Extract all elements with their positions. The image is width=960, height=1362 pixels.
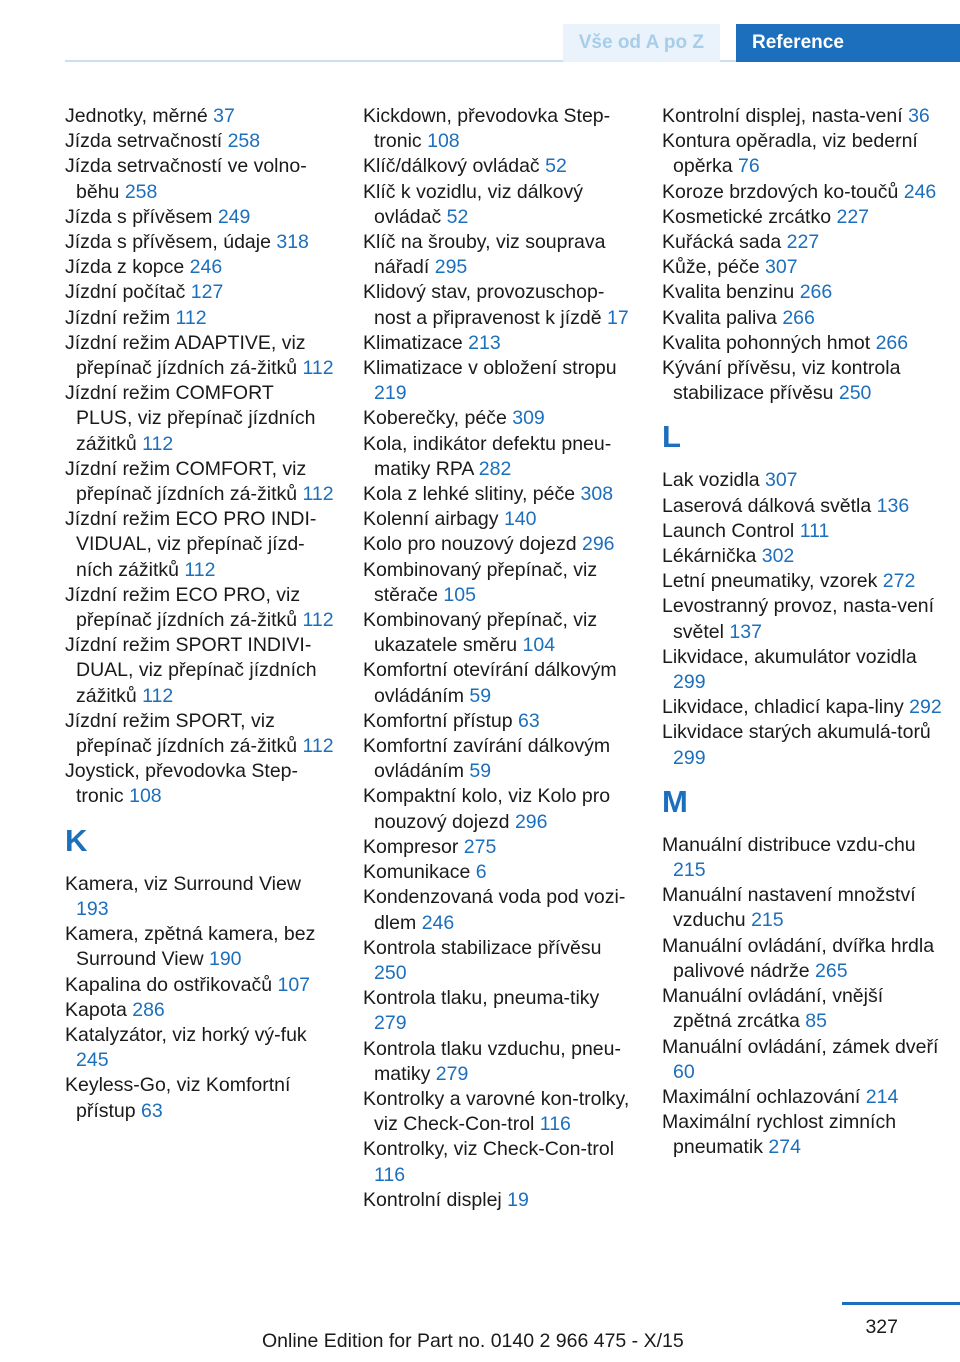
index-entry-text: Kontrola tlaku vzduchu, pneu‐matiky xyxy=(363,1037,621,1085)
page-link[interactable]: 215 xyxy=(673,859,706,882)
index-entry xyxy=(363,432,633,482)
index-entry-text: Kombinovaný přepínač, viz stěrače xyxy=(363,558,598,606)
chapter-tab[interactable]: Reference xyxy=(736,24,960,62)
edition-note: Online Edition for Part no. 0140 2 966 475 - X/15 xyxy=(262,1330,684,1352)
page-link[interactable]: 127 xyxy=(190,281,224,304)
index-entry-text: Jednotky, měrné xyxy=(65,105,208,127)
index-entry-text: Kombinovaný přepínač, viz ukazatele směru xyxy=(363,609,598,657)
page-link[interactable]: 292 xyxy=(909,696,942,719)
index-entry xyxy=(363,532,633,557)
page-link[interactable]: 112 xyxy=(142,684,174,707)
index-entry xyxy=(65,709,335,759)
index-entry-text: Kontrola tlaku, pneuma‐tiky xyxy=(363,987,600,1010)
page-link[interactable]: 227 xyxy=(786,231,820,254)
index-entry-text: Manuální ovládání, dvířka hrdla palivové nádrže xyxy=(662,934,935,982)
index-entry xyxy=(363,331,633,356)
section-tab[interactable]: Vše od A po Z xyxy=(563,24,720,62)
index-entry-text: Jízdní režim COMFORT PLUS, viz přepínač jízdních zážitků xyxy=(65,382,316,455)
index-entry xyxy=(363,482,633,507)
index-entry xyxy=(65,154,335,204)
index-entry-text: Koberečky, péče xyxy=(363,407,507,430)
index-entry-text: Lékárnička xyxy=(662,545,757,568)
index-entry-text: Jízda z kopce xyxy=(65,256,185,279)
page-link[interactable]: 246 xyxy=(903,180,937,203)
index-entry xyxy=(662,984,942,1034)
page-link[interactable]: 246 xyxy=(421,911,455,934)
page-link[interactable]: 307 xyxy=(764,469,798,492)
index-entry-text: Letní pneumatiky, vzorek xyxy=(662,570,878,593)
page-link[interactable]: 190 xyxy=(208,948,242,971)
index-entry-text: Maximální ochlazování xyxy=(662,1085,861,1108)
index-entry xyxy=(662,645,942,695)
page-link[interactable]: 19 xyxy=(507,1188,529,1211)
index-entry xyxy=(363,104,633,154)
page-link[interactable]: 112 xyxy=(302,357,334,380)
index-entry-text: Kapota xyxy=(65,998,127,1021)
page-link[interactable]: 136 xyxy=(876,494,910,517)
index-entry xyxy=(363,709,633,734)
page-link[interactable]: 249 xyxy=(217,205,251,228)
index-entry xyxy=(65,1023,335,1073)
page-link[interactable]: 295 xyxy=(434,256,468,279)
index-entry-text: Lak vozidla xyxy=(662,469,760,492)
page-link[interactable]: 36 xyxy=(908,105,930,127)
index-entry xyxy=(363,507,633,532)
index-entry-text: Joystick, převodovka Step‐tronic xyxy=(65,760,299,808)
page-link[interactable]: 52 xyxy=(545,155,567,178)
index-entry-text: Komfortní zavírání dálkovým ovládáním xyxy=(363,735,611,783)
index-entry xyxy=(662,1085,942,1110)
page-link[interactable]: 250 xyxy=(374,961,407,984)
index-entry xyxy=(662,934,942,984)
index-column-1 xyxy=(65,104,335,1124)
page-link[interactable]: 76 xyxy=(738,155,760,178)
index-entry xyxy=(662,1110,942,1160)
index-entry xyxy=(65,381,335,457)
index-entry-text: Kontrolní displej xyxy=(363,1188,502,1211)
page-link[interactable]: 272 xyxy=(882,570,916,593)
index-entry xyxy=(662,720,942,770)
index-entry-text: Kolo pro nouzový dojezd xyxy=(363,533,577,556)
index-entry xyxy=(65,205,335,230)
page-link[interactable]: 275 xyxy=(463,835,497,858)
index-entry xyxy=(662,230,942,255)
page-link[interactable]: 116 xyxy=(539,1113,571,1136)
page-link[interactable]: 286 xyxy=(132,998,165,1021)
index-entry xyxy=(363,835,633,860)
index-entry-text: Kontrolky a varovné kon‐trolky, viz Check-Con‐trol xyxy=(363,1087,630,1136)
index-entry xyxy=(363,1188,633,1213)
page-link[interactable]: 112 xyxy=(175,306,207,329)
index-entry-text: Kuřácká sada xyxy=(662,231,782,254)
index-entry xyxy=(65,998,335,1023)
index-entry xyxy=(65,922,335,972)
page-link[interactable]: 250 xyxy=(838,382,872,405)
index-entry xyxy=(363,885,633,935)
index-entry xyxy=(662,280,942,305)
index-entry xyxy=(662,129,942,179)
page-link[interactable]: 282 xyxy=(478,457,512,480)
page-link[interactable]: 52 xyxy=(446,205,469,228)
index-entry-text: Klimatizace v obložení stropu xyxy=(363,357,617,380)
index-entry-text: Koroze brzdových ko‐toučů xyxy=(662,180,899,203)
index-entry xyxy=(662,306,942,331)
index-entry-text: Kickdown, převodovka Step‐tronic xyxy=(363,105,611,153)
index-entry xyxy=(662,255,942,280)
index-entry xyxy=(662,1035,942,1085)
index-entry-text: Kůže, péče xyxy=(662,256,760,279)
index-entry-text: Keyless-Go, viz Komfortní přístup xyxy=(65,1074,291,1122)
index-entry xyxy=(65,1073,335,1123)
index-column-3 xyxy=(662,104,942,1161)
page-link[interactable]: 279 xyxy=(374,1012,407,1035)
page-link[interactable]: 245 xyxy=(76,1049,109,1072)
page-link[interactable]: 266 xyxy=(799,281,833,304)
index-entry xyxy=(65,872,335,922)
index-entry xyxy=(65,104,335,129)
index-entry-text: Maximální rychlost zimních pneumatik xyxy=(662,1111,897,1159)
index-letter-heading: L xyxy=(662,419,681,455)
index-entry xyxy=(662,104,942,129)
index-entry xyxy=(363,356,633,406)
index-entry-text: Klíč na šrouby, viz souprava nářadí xyxy=(363,231,606,279)
index-entry-text: Kompaktní kolo, viz Kolo pro nouzový dojezd xyxy=(363,785,611,833)
index-entry xyxy=(363,860,633,885)
index-entry-text: Manuální ovládání, vnější zpětná zrcátka xyxy=(662,985,884,1033)
index-entry-text: Jízdní režim ECO PRO, viz přepínač jízdních zá‐žitků xyxy=(65,583,301,632)
page-header xyxy=(0,0,960,62)
page-link[interactable]: 299 xyxy=(673,671,706,694)
index-entry-text: Klíč k vozidlu, viz dálkový ovládač xyxy=(363,180,583,228)
page-link[interactable]: 104 xyxy=(522,634,556,657)
page-link[interactable]: 299 xyxy=(673,746,706,769)
index-entry-text: Jízdní režim xyxy=(65,306,171,329)
index-entry xyxy=(65,255,335,280)
index-entry xyxy=(363,406,633,431)
page-link[interactable]: 37 xyxy=(213,105,235,127)
index-entry-text: Komfortní otevírání dálkovým ovládáním xyxy=(363,659,617,707)
index-column-2 xyxy=(363,104,633,1213)
page-link[interactable]: 60 xyxy=(673,1060,695,1083)
index-entry xyxy=(65,457,335,507)
index-entry xyxy=(65,759,335,809)
page-link[interactable]: 59 xyxy=(469,684,492,707)
index-entry-text: Jízdní počítač xyxy=(65,281,186,304)
page-link[interactable]: 296 xyxy=(514,810,548,833)
page-link[interactable]: 112 xyxy=(302,609,334,632)
index-entry xyxy=(363,658,633,708)
index-entry-text: Kamera, viz Surround View xyxy=(65,872,301,895)
index-entry-text: Kvalita pohonných hmot xyxy=(662,331,871,354)
index-entry xyxy=(65,280,335,305)
index-entry-text: Jízda s přívěsem, údaje xyxy=(65,231,271,254)
index-entry-text: Kontura opěradla, viz bederní opěrka xyxy=(662,130,918,178)
index-entry xyxy=(363,1037,633,1087)
index-entry xyxy=(65,331,335,381)
index-entry-text: Jízda setrvačností ve volno‐běhu xyxy=(65,155,307,203)
index-entry-text: Kvalita benzinu xyxy=(662,281,795,304)
page-link[interactable]: 219 xyxy=(374,382,407,405)
page-link[interactable]: 279 xyxy=(435,1062,469,1085)
page-link[interactable]: 140 xyxy=(503,508,537,531)
page-link[interactable]: 137 xyxy=(729,620,762,643)
index-entry xyxy=(363,558,633,608)
index-entry-text: Manuální nastavení množství vzduchu xyxy=(662,884,916,932)
page-link[interactable]: 85 xyxy=(805,1010,827,1033)
index-entry xyxy=(65,633,335,709)
index-entry-text: Klidový stav, provozuschop‐nost a připravenost k jízdě xyxy=(363,281,605,329)
index-entry-text: Jízdní režim SPORT, viz přepínač jízdních zá‐žitků xyxy=(65,709,298,758)
index-entry xyxy=(65,230,335,255)
page-link[interactable]: 266 xyxy=(782,306,815,329)
index-entry-text: Manuální ovládání, zámek dveří xyxy=(662,1035,939,1058)
index-entry-text: Klíč/dálkový ovládač xyxy=(363,155,540,178)
page-link[interactable]: 307 xyxy=(765,256,798,279)
page-link[interactable]: 296 xyxy=(581,533,615,556)
index-entry-text: Levostranný provoz, nasta‐vení světel xyxy=(662,595,935,643)
index-entry-text: Kontrolky, viz Check-Con‐trol xyxy=(363,1138,615,1161)
page-link[interactable]: 308 xyxy=(580,483,614,506)
index-entry-text: Laserová dálková světla xyxy=(662,494,872,517)
index-entry xyxy=(662,205,942,230)
page-link[interactable]: 258 xyxy=(227,130,261,153)
page-link[interactable]: 107 xyxy=(277,973,311,996)
page-link[interactable]: 111 xyxy=(799,519,830,542)
index-entry xyxy=(662,331,942,356)
index-entry xyxy=(363,784,633,834)
index-entry-text: Komunikace xyxy=(363,861,471,884)
index-entry-text: Likvidace, chladicí kapa‐liny xyxy=(662,696,904,719)
index-entry-text: Kolenní airbagy xyxy=(363,508,499,531)
index-entry xyxy=(662,695,942,720)
page-link[interactable]: 274 xyxy=(768,1136,801,1159)
index-entry xyxy=(65,129,335,154)
index-entry-text: Komfortní přístup xyxy=(363,709,513,732)
index-entry xyxy=(65,306,335,331)
index-entry-text: Jízdní režim SPORT INDIVI‐DUAL, viz přepínač jízdních zážitků xyxy=(65,634,317,707)
index-entry-text: Jízdní režim ADAPTIVE, viz přepínač jízdních zá‐žitků xyxy=(65,331,306,380)
index-entry-text: Kontrola stabilizace přívěsu xyxy=(363,936,602,959)
index-entry-text: Kola z lehké slitiny, péče xyxy=(363,483,576,506)
index-entry-text: Jízda setrvačností xyxy=(65,130,223,153)
page-link[interactable]: 215 xyxy=(751,909,784,932)
index-entry xyxy=(662,468,942,493)
index-entry-text: Manuální distribuce vzdu‐chu xyxy=(662,833,916,856)
index-letter-heading: M xyxy=(662,783,688,819)
index-entry xyxy=(662,883,942,933)
index-entry-text: Likvidace starých akumulá‐torů xyxy=(662,721,931,744)
index-entry-text: Kamera, zpětná kamera, bez Surround View xyxy=(65,923,316,971)
index-entry-text: Kvalita paliva xyxy=(662,306,777,329)
index-entry xyxy=(65,973,335,998)
page-link[interactable]: 258 xyxy=(124,180,158,203)
page-link[interactable]: 112 xyxy=(184,558,216,581)
page-number: 327 xyxy=(865,1316,898,1338)
page-link[interactable]: 6 xyxy=(475,861,487,884)
index-entry-text: Klimatizace xyxy=(363,331,463,354)
page-link[interactable]: 112 xyxy=(142,432,174,455)
page-link[interactable]: 63 xyxy=(141,1099,163,1122)
page-link[interactable]: 108 xyxy=(129,785,162,808)
index-entry xyxy=(363,936,633,986)
page-link[interactable]: 213 xyxy=(468,331,501,354)
index-letter-heading: K xyxy=(65,822,88,858)
index-entry xyxy=(363,608,633,658)
page-link[interactable]: 116 xyxy=(374,1163,406,1186)
page-link[interactable]: 112 xyxy=(302,483,334,506)
index-entry xyxy=(363,180,633,230)
index-entry xyxy=(662,494,942,519)
index-entry xyxy=(363,734,633,784)
page-link[interactable]: 63 xyxy=(518,709,540,732)
index-entry-text: Jízdní režim ECO PRO INDI‐VIDUAL, viz přepínač jízd‐ních zážitků xyxy=(65,508,317,581)
index-entry-text: Kondenzovaná voda pod vozi‐dlem xyxy=(363,886,626,934)
page-link[interactable]: 214 xyxy=(865,1085,899,1108)
page-link[interactable]: 17 xyxy=(607,306,629,329)
index-entry-text: Kývání přívěsu, viz kontrola stabilizace přívěsu xyxy=(662,357,901,405)
page-link[interactable]: 246 xyxy=(189,256,223,279)
page-link[interactable]: 193 xyxy=(76,897,109,920)
index-entry xyxy=(363,230,633,280)
page-link[interactable]: 105 xyxy=(443,583,476,606)
index-entry-text: Kontrolní displej, nasta‐vení xyxy=(662,105,903,127)
index-entry xyxy=(363,986,633,1036)
page-link[interactable]: 302 xyxy=(761,545,795,568)
page-link[interactable]: 108 xyxy=(427,130,460,153)
index-entry xyxy=(662,356,942,406)
index-entry xyxy=(662,833,942,883)
index-entry-text: Kola, indikátor defektu pneu‐matiky RPA xyxy=(363,432,612,480)
page-link[interactable]: 266 xyxy=(875,331,909,354)
index-entry-text: Jízda s přívěsem xyxy=(65,205,213,228)
index-entry xyxy=(363,154,633,179)
index-entry xyxy=(363,280,633,330)
page-link[interactable]: 265 xyxy=(815,959,848,982)
index-entry xyxy=(363,1137,633,1187)
index-entry-text: Kapalina do ostřikovačů xyxy=(65,973,273,996)
page-link[interactable]: 309 xyxy=(512,407,545,430)
page-link[interactable]: 318 xyxy=(276,231,309,254)
index-entry-text: Jízdní režim COMFORT, viz přepínač jízdních zá‐žitků xyxy=(65,457,307,506)
index-entry-text: Launch Control xyxy=(662,519,795,542)
page-link[interactable]: 112 xyxy=(302,735,334,758)
page-link[interactable]: 59 xyxy=(469,760,492,783)
index-entry xyxy=(65,583,335,633)
index-entry xyxy=(662,519,942,544)
index-entry xyxy=(662,544,942,569)
index-entry-text: Kosmetické zrcátko xyxy=(662,205,832,228)
index-entry xyxy=(65,507,335,583)
index-entry xyxy=(662,180,942,205)
index-entry xyxy=(662,594,942,644)
index-entry-text: Katalyzátor, viz horký vý‐fuk xyxy=(65,1023,307,1046)
index-entry xyxy=(363,1087,633,1137)
page-link[interactable]: 227 xyxy=(836,205,870,228)
index-entry-text: Kompresor xyxy=(363,835,459,858)
index-entry-text: Likvidace, akumulátor vozidla xyxy=(662,645,917,668)
index-entry xyxy=(662,569,942,594)
footer-rule xyxy=(842,1302,960,1305)
